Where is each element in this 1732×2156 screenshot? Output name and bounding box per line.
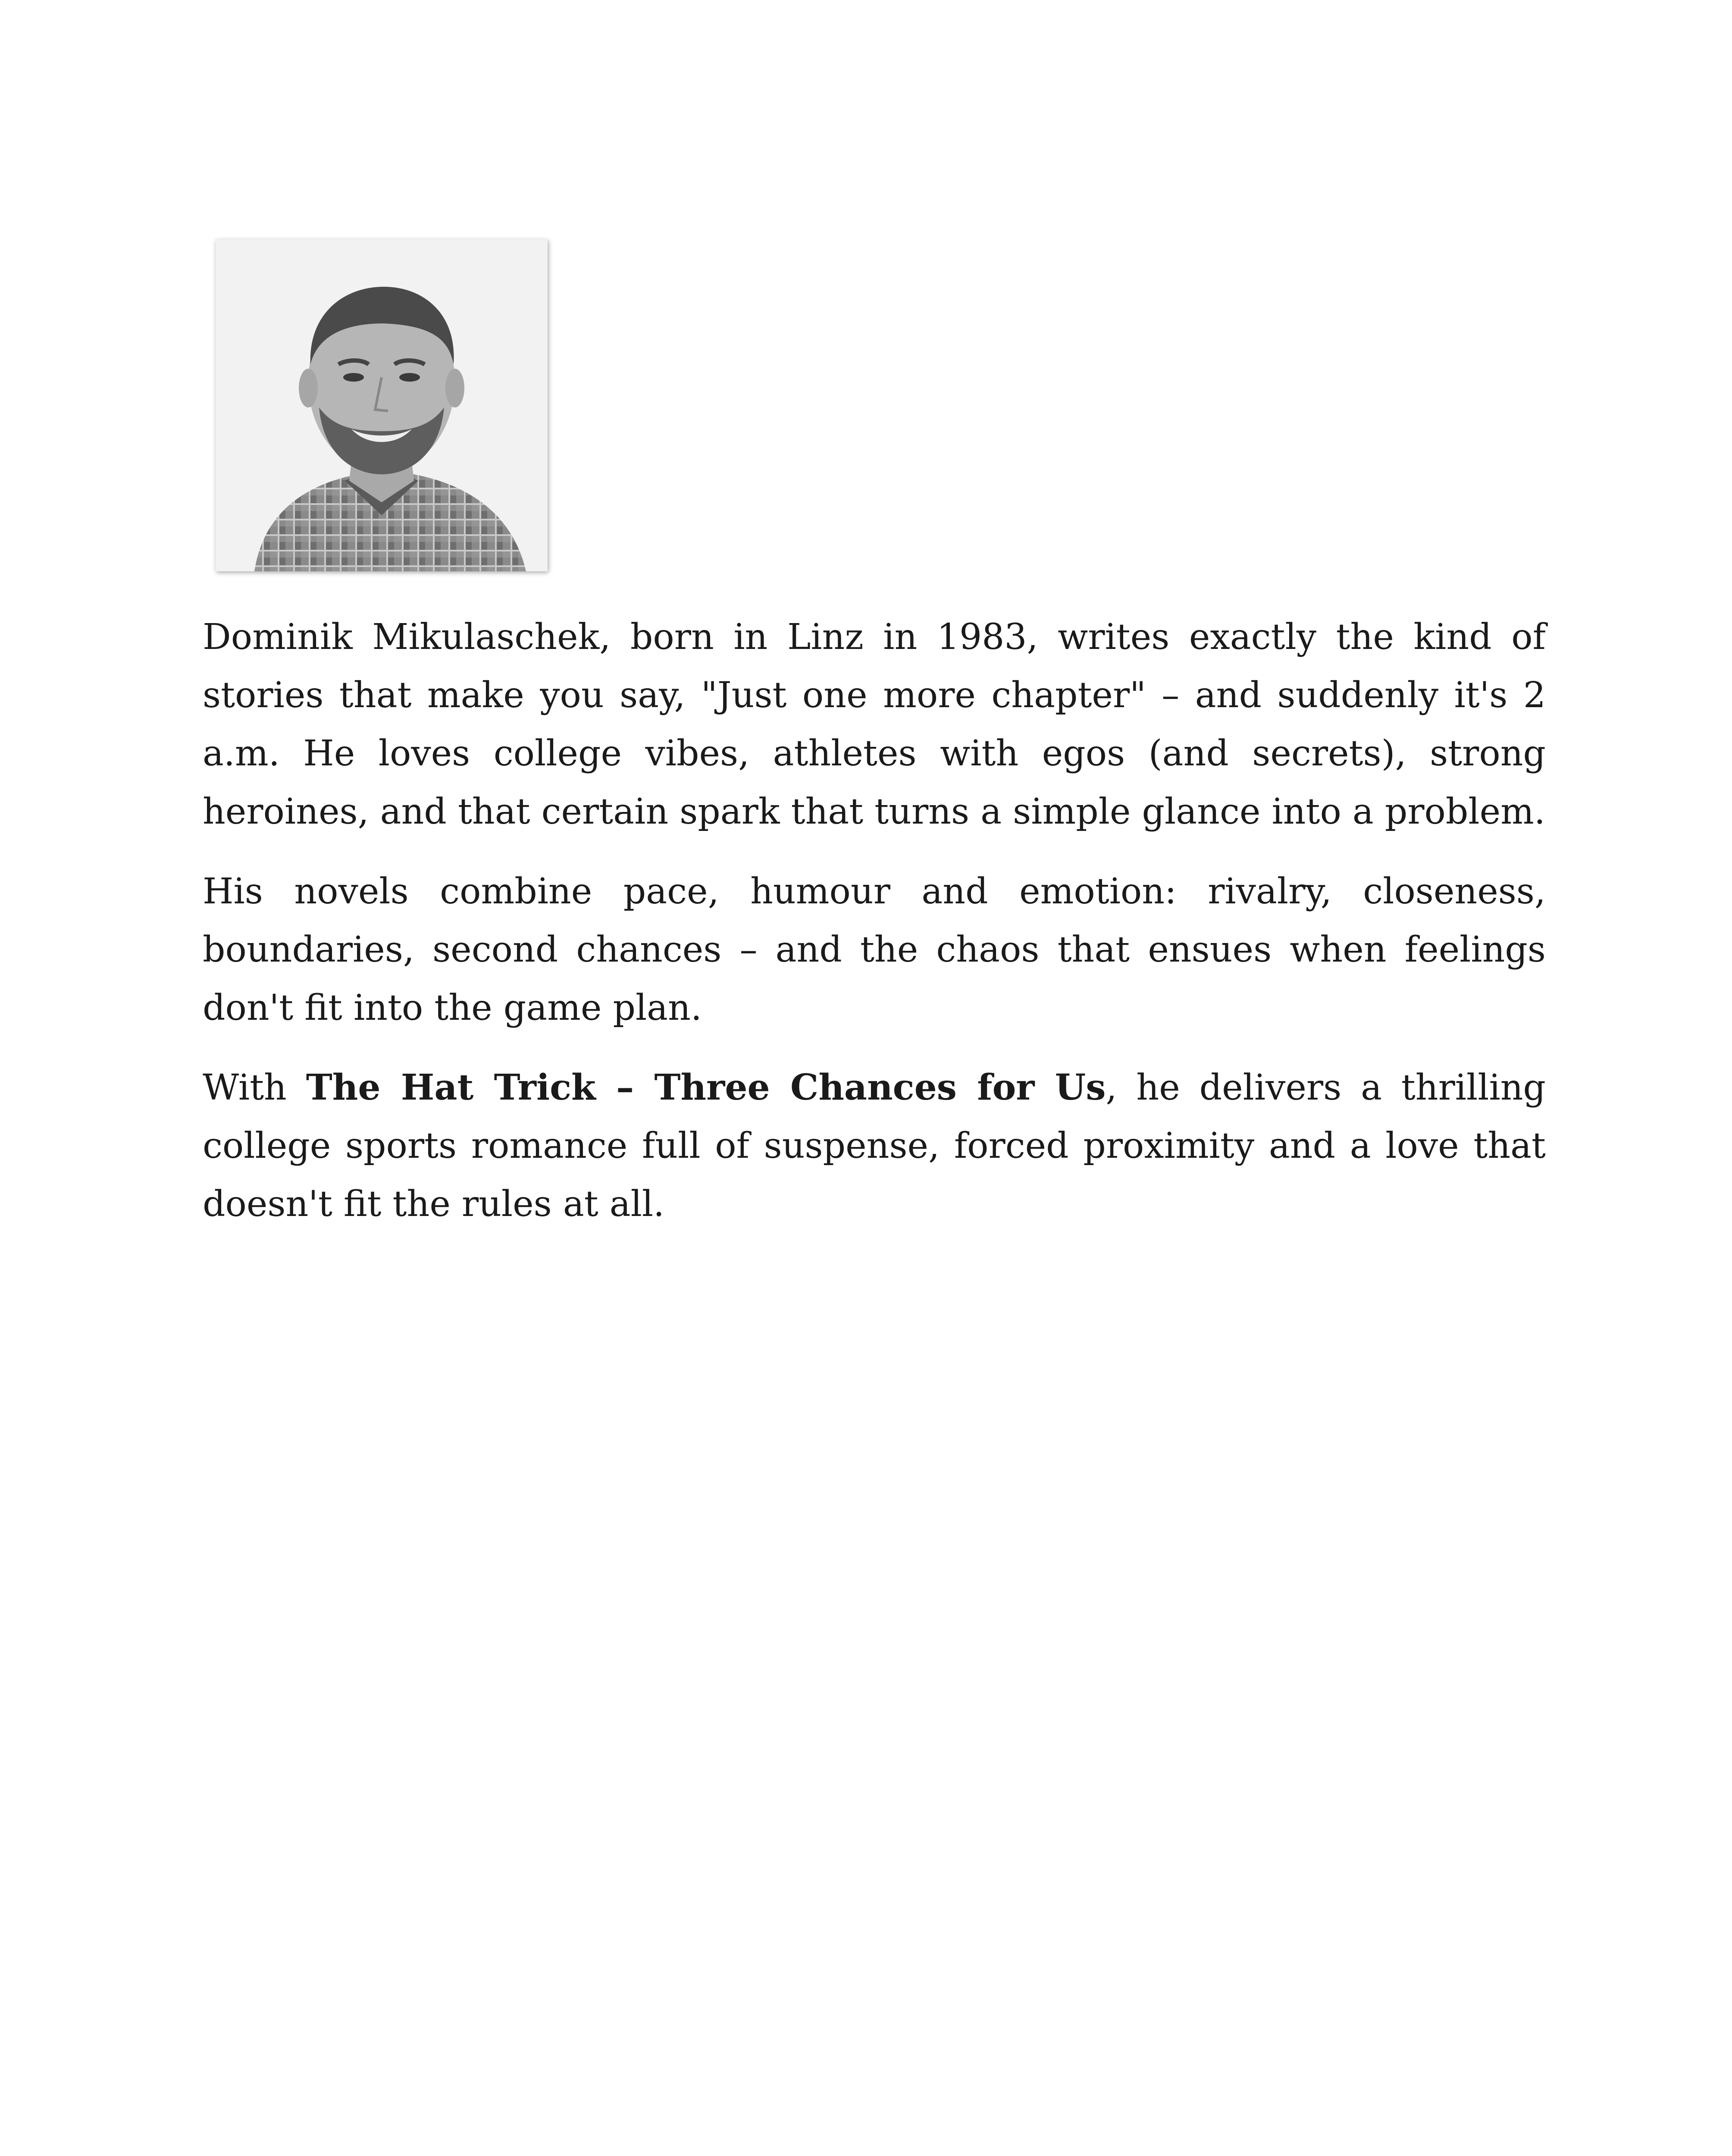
author-bio: [203, 608, 1546, 1255]
author-portrait-icon: [216, 239, 548, 571]
author-photo: [216, 239, 548, 571]
bio-paragraph-1: Dominik Mikulaschek, born in Linz in 1983, writes exactly the kind of stories that make you say, "Just one more chapter" – and suddenly it's 2 a.m. He loves college vibes, athletes with egos (and secrets), strong heroines, and that certain spark that turns a simple glance into a problem.: [203, 617, 1546, 832]
bio-paragraph-3-prefix: With: [203, 1067, 306, 1108]
bio-paragraph-3: [203, 1059, 1546, 1233]
bio-paragraph-3-suffix: , he delivers a thrilling college sports romance full of suspense, forced proximity and a love that doesn't fit the rules at all.: [203, 1067, 1546, 1225]
book-title: The Hat Trick – Three Chances for Us: [306, 1067, 1106, 1108]
bio-paragraph-2: His novels combine pace, humour and emotion: rivalry, closeness, boundaries, second chances – and the chaos that ensues when feelings don't fit into the game plan.: [203, 871, 1546, 1028]
